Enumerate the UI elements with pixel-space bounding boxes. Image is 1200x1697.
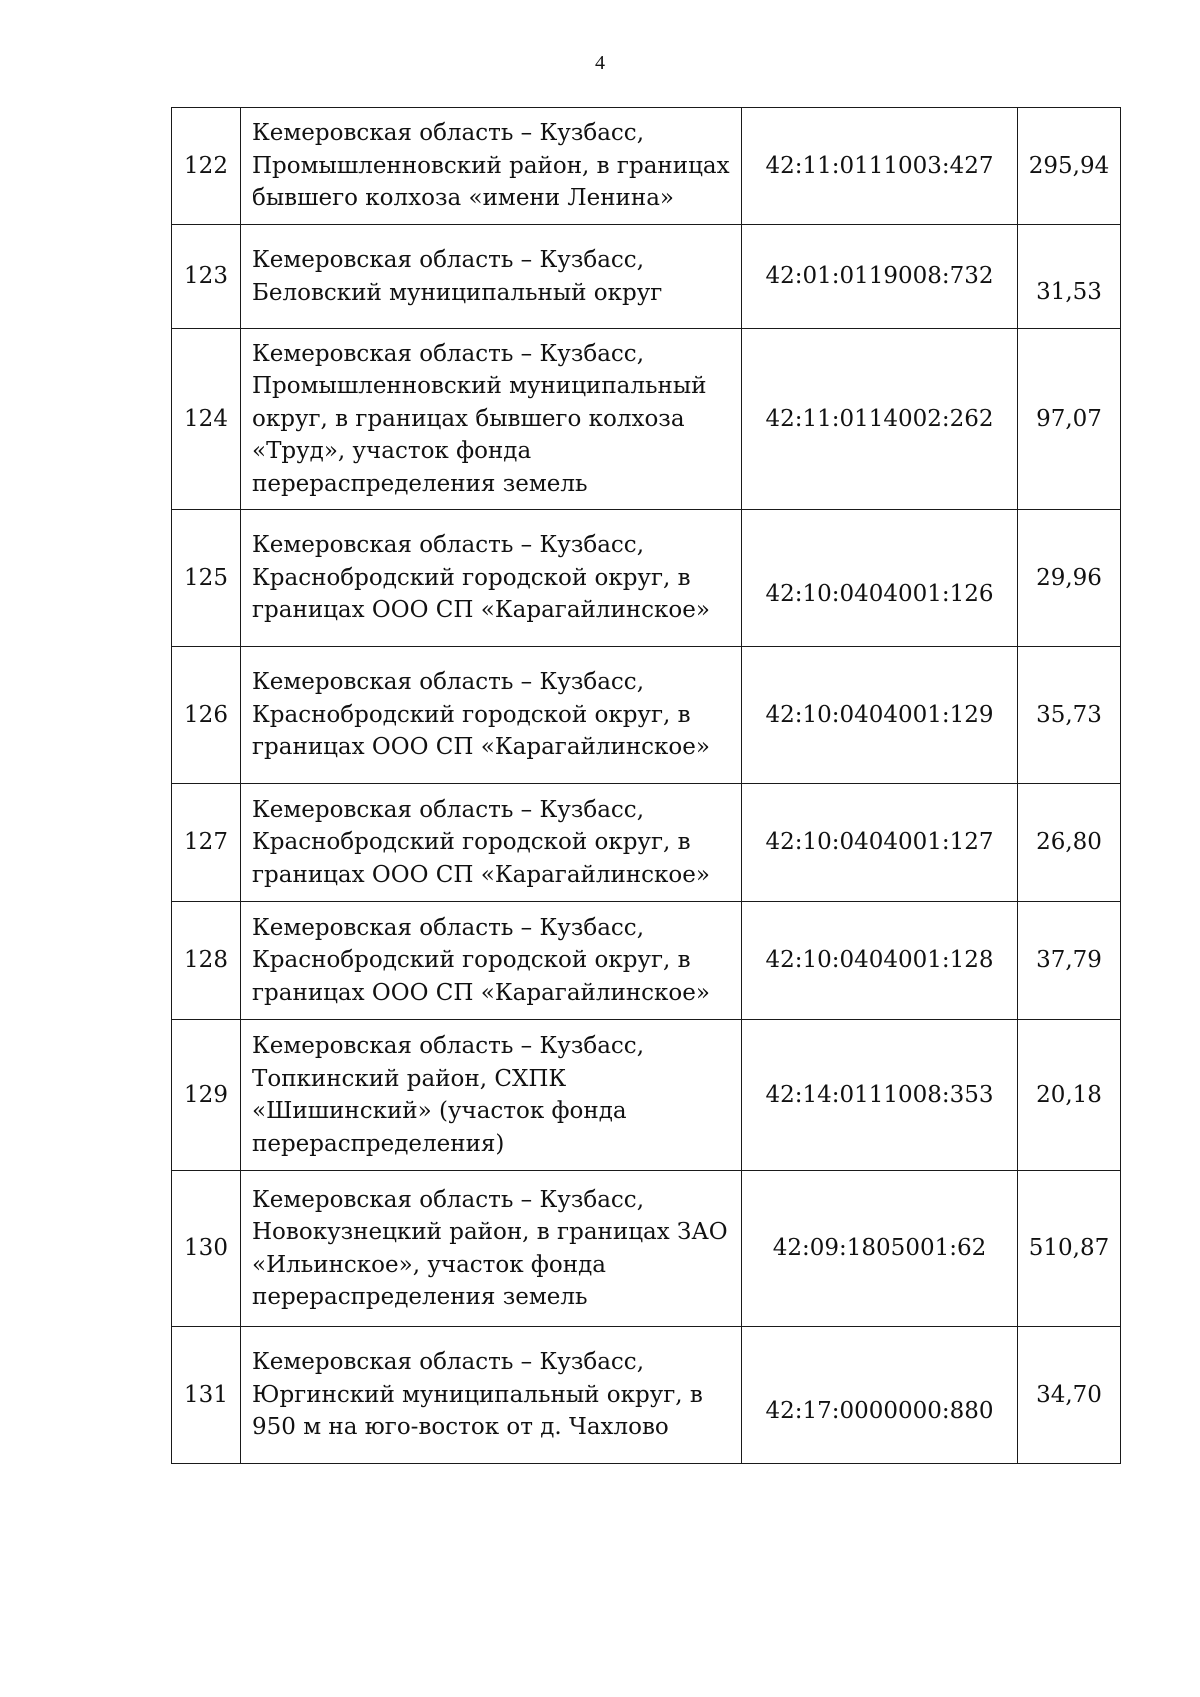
cadastral-number: 42:14:0111008:353 [742, 1020, 1018, 1171]
row-number: 128 [172, 902, 241, 1020]
plot-area: 31,53 [1036, 279, 1102, 306]
plot-area: 29,96 [1018, 510, 1121, 647]
cadastral-number: 42:10:0404001:129 [742, 647, 1018, 784]
row-number: 122 [172, 108, 241, 225]
table-row [172, 108, 1121, 225]
table-row [172, 329, 1121, 510]
table-row [172, 1020, 1121, 1171]
plot-area: 37,79 [1018, 902, 1121, 1020]
row-number: 131 [172, 1327, 241, 1464]
plot-location: Кемеровская область – Кузбасс, Краснобродский городской округ, в границах ООО СП «Карагайлинское» [241, 647, 742, 784]
table-row [172, 902, 1121, 1020]
plot-location: Кемеровская область – Кузбасс, Новокузнецкий район, в границах ЗАО «Ильинское», участок фонда перераспределения земель [241, 1171, 742, 1327]
plot-area: 295,94 [1018, 108, 1121, 225]
plot-location: Кемеровская область – Кузбасс, Беловский муниципальный округ [241, 225, 742, 329]
plot-location: Кемеровская область – Кузбасс, Краснобродский городской округ, в границах ООО СП «Карагайлинское» [241, 902, 742, 1020]
row-number: 127 [172, 784, 241, 902]
plot-location: Кемеровская область – Кузбасс, Промышленновский район, в границах бывшего колхоза «имени Ленина» [241, 108, 742, 225]
plot-area: 20,18 [1018, 1020, 1121, 1171]
cadastral-number: 42:01:0119008:732 [742, 225, 1018, 329]
plot-location: Кемеровская область – Кузбасс, Краснобродский городской округ, в границах ООО СП «Карагайлинское» [241, 784, 742, 902]
cadastral-number: 42:17:0000000:880 [765, 1397, 994, 1424]
plot-area: 26,80 [1018, 784, 1121, 902]
plot-location: Кемеровская область – Кузбасс, Юргинский муниципальный округ, в 950 м на юго-восток от д. Чахлово [241, 1327, 742, 1464]
plot-location: Кемеровская область – Кузбасс, Промышленновский муниципальный округ, в границах бывшего колхоза «Труд», участок фонда перераспределения земель [241, 329, 742, 510]
row-number: 126 [172, 647, 241, 784]
cadastral-number: 42:10:0404001:128 [742, 902, 1018, 1020]
table-row [172, 1327, 1121, 1464]
row-number: 123 [172, 225, 241, 329]
cadastral-number: 42:11:0111003:427 [742, 108, 1018, 225]
plot-area: 97,07 [1018, 329, 1121, 510]
plot-location: Кемеровская область – Кузбасс, Топкинский район, СХПК «Шишинский» (участок фонда перераспределения) [241, 1020, 742, 1171]
cadastral-number: 42:10:0404001:126 [765, 580, 994, 607]
table-row [172, 510, 1121, 647]
row-number: 130 [172, 1171, 241, 1327]
plot-area: 510,87 [1018, 1171, 1121, 1327]
cadastral-number: 42:09:1805001:62 [742, 1171, 1018, 1327]
table-row [172, 647, 1121, 784]
row-number: 129 [172, 1020, 241, 1171]
cadastral-number: 42:10:0404001:127 [742, 784, 1018, 902]
plot-area: 34,70 [1018, 1327, 1121, 1464]
table-row [172, 1171, 1121, 1327]
table-row [172, 784, 1121, 902]
row-number: 124 [172, 329, 241, 510]
plot-area: 35,73 [1018, 647, 1121, 784]
cadastral-number: 42:11:0114002:262 [742, 329, 1018, 510]
table-row [172, 225, 1121, 329]
row-number: 125 [172, 510, 241, 647]
plot-location: Кемеровская область – Кузбасс, Краснобродский городской округ, в границах ООО СП «Карагайлинское» [241, 510, 742, 647]
land-plots-table [171, 107, 1121, 1464]
page-number: 4 [595, 52, 605, 74]
